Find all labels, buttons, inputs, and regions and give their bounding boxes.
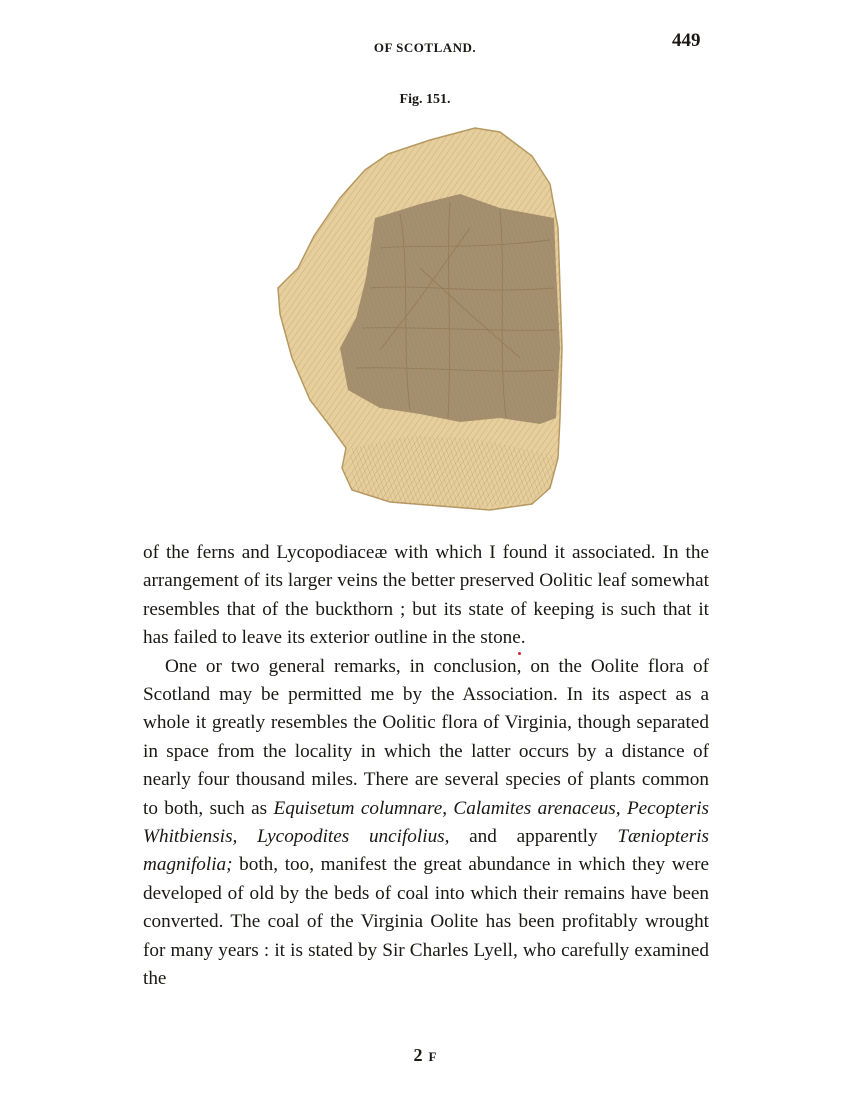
signature-mark	[0, 1045, 850, 1066]
species-list-1: Equisetum columnare, Calamites arenaceus, Pecopteris Whitbiensis, Lycopodites uncifolius,	[143, 797, 709, 848]
species-list-2: Tæniopteris magnifolia;	[143, 826, 710, 876]
page-number: 449	[672, 30, 701, 51]
signature-letter: F	[428, 1049, 437, 1064]
running-title: OF SCOTLAND.	[373, 40, 477, 55]
body-text	[143, 539, 709, 994]
fossil-leaf-illustration	[270, 118, 570, 518]
paragraph-2-part-c: both, too, manifest the great abundance in which they were developed of old by the beds of coal into which their remains have been converted. The coal of the Virginia Oolite has been profitably wrought for many years : it is stated by Sir Charles Lyell, who carefully examined the	[143, 854, 709, 990]
paragraph-2	[143, 653, 709, 994]
signature-number: 2	[413, 1045, 423, 1065]
paragraph-2-part-a: One or two general remarks, in conclusion, on the Oolite flora of Scotland may be permitted me by the Association. In its aspect as a whole it greatly resembles the Oolitic flora of Virginia, though separated in space from the locality in which the latter occurs by a distance of nearly four thousand miles. There are several species of plants common to both, such as	[143, 655, 709, 819]
ink-speck	[518, 652, 521, 655]
paragraph-1: of the ferns and Lycopodiaceæ with which I found it associated. In the arrangement of its larger veins the better preserved Oolitic leaf somewhat resembles that of the buckthorn ; but its state of keeping is such that it has failed to leave its exterior outline in the stone.	[143, 542, 709, 649]
figure-caption: Fig. 151.	[399, 92, 451, 107]
paragraph-2-part-b: and apparently	[449, 826, 618, 848]
fossil-leaf-figure	[270, 118, 570, 518]
